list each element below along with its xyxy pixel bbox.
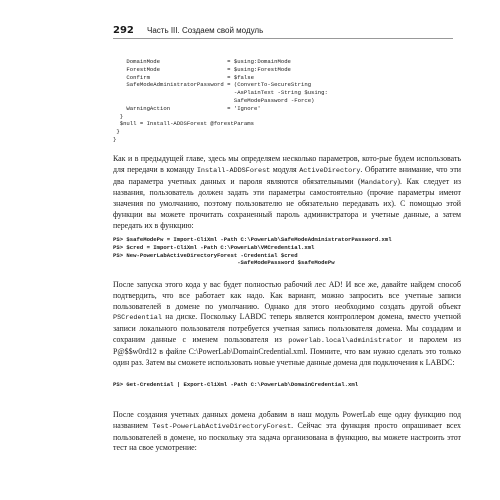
part-title: Часть III. Создаем свой модуль <box>147 26 264 35</box>
code-line: Confirm = $false <box>113 73 254 81</box>
paragraph-mandatory-params <box>113 154 461 232</box>
code-line: -AsPlainText -String $using: <box>113 89 328 97</box>
code-block-function-end <box>113 58 328 144</box>
inline-code: Mandatory <box>360 178 398 187</box>
paragraph-test-function <box>113 410 461 454</box>
text-run: на диске. Поскольку LABDC теперь является контроллером домена, вместо учетной записи локального пользователя потребуется учетная запись пользователя домена. Мы создадим и сохраним данные с именем пользователя из <box>113 312 461 344</box>
code-line: PS> New-PowerLabActiveDirectoryForest -Credential $cred <box>113 251 298 259</box>
inline-code: PSCredential <box>113 314 162 323</box>
code-line: SafeModePassword -Force) <box>113 96 315 104</box>
text-run: После запуска этого кода у вас будет полностью рабочий лес AD! И все же, давайте найдем способ подтвердить, что все работает как надо. Как вариант, можно запросить все учетные записи пользователей в домене по умолчанию. Однако для этого необходимо создать другой объект <box>113 280 461 311</box>
text-run: . Обратите внимание, что эти два параметра учетных данных и пароля являются обязательными ( <box>113 164 461 186</box>
code-line: $null = Install-ADDSForest @forestParams <box>113 120 254 128</box>
code-block-create-forest <box>113 236 392 267</box>
code-line: PS> Get-Credential | Export-CliXml -Path C:\PowerLab\DomainCredential.xml <box>113 381 359 388</box>
text-run: ). Как следует из названия, пользователь должен задать эти параметры самостоятельно (прочие параметры имеют значения по умолчанию, поэтому пользователю не обязательно передавать их). С помощью этой функции вы можете прочитать сохраненный пароль администратора и учетные данные, а затем передать их в функцию: <box>113 176 461 230</box>
header-rule <box>113 38 453 39</box>
inline-code: Test-PowerLabActiveDirectoryForest <box>152 422 292 431</box>
code-block-export-credential <box>113 381 358 389</box>
inline-code: ActiveDirectory <box>299 166 361 175</box>
inline-code: powerlab.local\administrator <box>288 336 403 345</box>
running-header <box>113 25 423 38</box>
code-line: SafeModeAdministratorPassword = (ConvertTo-SecureString <box>113 81 312 89</box>
text-run: . Сейчас эта функция просто опрашивает всех пользователей в домене, но поскольку эта задача организована в функцию, вы можете настроить этот тест на свое усмотрение: <box>113 420 461 453</box>
code-line: } <box>113 135 117 143</box>
code-line: PS> $safeModePw = Import-CliXml -Path C:\PowerLab\SafeModeAdministratorPassword.xml <box>113 236 392 243</box>
code-line: PS> $cred = Import-CliXml -Path C:\PowerLab\VMCredential.xml <box>113 243 315 251</box>
code-line: ForestMode = $using:ForestMode <box>113 65 291 73</box>
code-line: WarningAction = 'Ignore' <box>113 104 261 112</box>
text-run: модуля <box>270 164 300 174</box>
text-run: Как и в предыдущей главе, здесь мы определяем несколько параметров, кото-рые будем использовать для передачи в команду <box>113 154 461 174</box>
paragraph-domain-credential <box>113 280 461 368</box>
code-line: -SafeModePassword $safeModePw <box>113 259 335 267</box>
page-number: 292 <box>113 25 134 36</box>
code-line: DomainMode = $using:DomainMode <box>113 58 291 65</box>
text-run: После создания учетных данных домена добавим в наш модуль PowerLab еще одну функцию под названием <box>113 410 461 430</box>
text-run: и паролем из P@$$w0rd12 в файле C:\PowerLab\DomainCredential.xml. Помните, что вам нужно сделать это только один раз. Затем вы сможете использовать новые учетные данные домена для подключения к LABDC: <box>113 334 461 367</box>
code-line: } <box>113 112 124 120</box>
inline-code: Install-ADDSForest <box>196 166 271 175</box>
code-line: } <box>113 128 120 136</box>
